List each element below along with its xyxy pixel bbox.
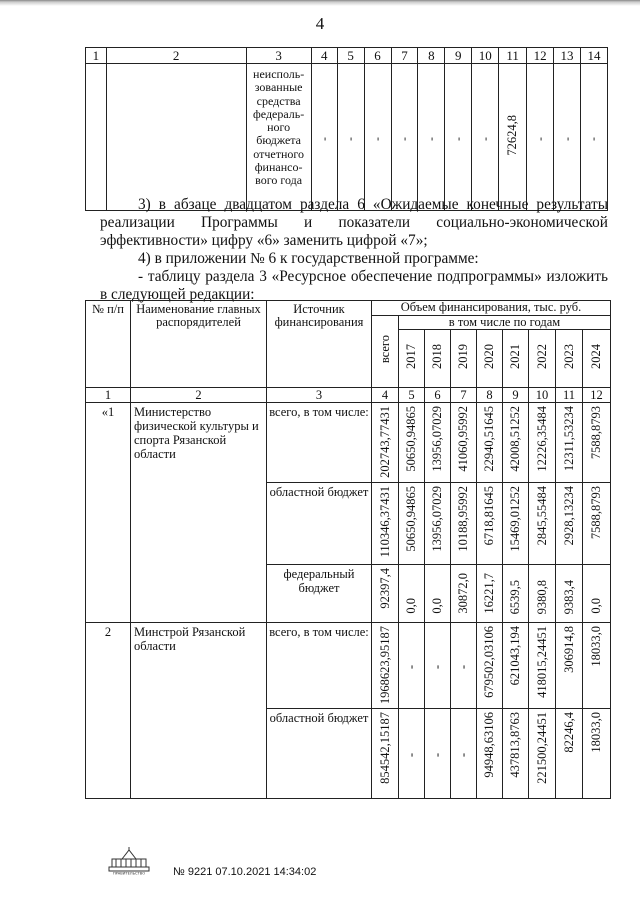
funding-source: федеральный бюджет (267, 564, 372, 622)
value-cell: 110346,37431 (372, 482, 399, 564)
table-header-row (86, 301, 611, 316)
col-num: 14 (580, 48, 607, 64)
header-year: 2017 (399, 330, 425, 388)
col-num: 6 (364, 48, 391, 64)
value-cell: - (445, 64, 472, 211)
value-cell: 12226,35484 (529, 403, 556, 483)
value-cell: 6718,81645 (477, 482, 503, 564)
funding-source: всего, в том числе: (267, 403, 372, 483)
value-cell: 679502,03106 (477, 622, 503, 708)
funding-source-cell: неисполь- зованные средства федераль- ного бюджета отчетного финансо- вого года (246, 64, 311, 211)
value-cell: 16221,7 (477, 564, 503, 622)
value-cell: 1968623,95187 (372, 622, 399, 708)
paragraph-5: - таблицу раздела 3 «Ресурсное обеспечение подпрограммы» изложить в следующей редакции: (100, 268, 608, 303)
continuation-table (85, 47, 608, 211)
value-cell: - (554, 64, 581, 211)
header-year: 2024 (583, 330, 611, 388)
table-row (86, 622, 611, 708)
funding-source: областной бюджет (267, 709, 372, 799)
value-cell: 0,0 (583, 564, 611, 622)
col-num: 9 (445, 48, 472, 64)
header-year: 2018 (425, 330, 451, 388)
distributor-name: Министерство физической культуры и спорта Рязанской области (131, 403, 267, 623)
value-cell: 92397,4 (372, 564, 399, 622)
svg-text:ПРАВИТЕЛЬСТВО: ПРАВИТЕЛЬСТВО (112, 871, 146, 875)
government-building-stamp (104, 845, 154, 875)
value-cell: 82246,4 (556, 709, 583, 799)
funding-source: областной бюджет (267, 482, 372, 564)
value-cell: 13956,07029 (425, 403, 451, 483)
value-cell: 10188,95992 (451, 482, 477, 564)
value-cell: 18033,0 (583, 622, 611, 708)
value-cell: - (337, 64, 364, 211)
col-num: 10 (472, 48, 499, 64)
header-year: 2023 (556, 330, 583, 388)
value-cell: 437813,8763 (503, 709, 529, 799)
value-cell: 9380,8 (529, 564, 556, 622)
value-cell: 72624,8 (499, 64, 527, 211)
value-cell: - (580, 64, 607, 211)
col-num: 8 (418, 48, 445, 64)
value-cell: 306914,8 (556, 622, 583, 708)
value-cell: 12311,53234 (556, 403, 583, 483)
page-number: 4 (315, 14, 325, 33)
value-cell: - (451, 709, 477, 799)
resource-table (85, 300, 611, 799)
col-num: 2 (106, 48, 246, 64)
funding-source: всего, в том числе: (267, 622, 372, 708)
value-cell: - (399, 622, 425, 708)
value-cell: 15469,01252 (503, 482, 529, 564)
value-cell: - (399, 709, 425, 799)
header-source: Источник финансирования (267, 301, 372, 388)
value-cell: 2928,13234 (556, 482, 583, 564)
col-num: 12 (527, 48, 554, 64)
value-cell: 9383,4 (556, 564, 583, 622)
table-row (86, 403, 611, 483)
header-year: 2021 (503, 330, 529, 388)
value-cell: - (425, 622, 451, 708)
header-year: 2020 (477, 330, 503, 388)
value-cell: 0,0 (425, 564, 451, 622)
value-cell: 18033,0 (583, 709, 611, 799)
value-cell: 30872,0 (451, 564, 477, 622)
value-cell: - (391, 64, 418, 211)
header-total: всего (372, 316, 399, 388)
col-num: 7 (391, 48, 418, 64)
table-row (86, 64, 608, 211)
value-cell: - (425, 709, 451, 799)
value-cell: 202743,77431 (372, 403, 399, 483)
value-cell: 621043,194 (503, 622, 529, 708)
document-reference: № 9221 07.10.2021 14:34:02 (173, 866, 317, 878)
header-year: 2022 (529, 330, 556, 388)
value-cell: - (451, 622, 477, 708)
scan-top-edge (0, 0, 640, 6)
value-cell: - (364, 64, 391, 211)
table-header-row (86, 48, 608, 64)
col-num: 5 (337, 48, 364, 64)
col-num: 1 (86, 48, 107, 64)
value-cell: - (472, 64, 499, 211)
paragraph-4: 4) в приложении № 6 к государственной программе: (138, 250, 479, 267)
value-cell: 50650,94865 (399, 482, 425, 564)
value-cell: 42008,51252 (503, 403, 529, 483)
value-cell: 50650,94865 (399, 403, 425, 483)
header-name: Наименование главных распорядителей (131, 301, 267, 388)
value-cell: 22940,51645 (477, 403, 503, 483)
value-cell: 7588,8793 (583, 482, 611, 564)
value-cell: 6539,5 (503, 564, 529, 622)
value-cell: - (311, 64, 337, 211)
value-cell: 13956,07029 (425, 482, 451, 564)
value-cell: 418015,24451 (529, 622, 556, 708)
value-cell: 7588,8793 (583, 403, 611, 483)
value-cell: 0,0 (399, 564, 425, 622)
column-number-row: 1 2 3 4 5 6 7 8 9 10 11 12 (86, 388, 611, 403)
row-no: 2 (86, 622, 131, 798)
value-cell: 94948,63106 (477, 709, 503, 799)
value-cell: 2845,55484 (529, 482, 556, 564)
row-no: «1 (86, 403, 131, 623)
value-cell: 221500,24451 (529, 709, 556, 799)
col-num: 3 (246, 48, 311, 64)
value-cell: 854542,15187 (372, 709, 399, 799)
col-num: 4 (311, 48, 337, 64)
paragraph-3: 3) в абзаце двадцатом раздела 6 «Ожидаемые конечные результаты реализации Программы и показатели социально-экономической эффективности» цифру «6» заменить цифрой «7»; (100, 196, 608, 249)
header-no: № п/п (86, 301, 131, 388)
col-num: 11 (499, 48, 527, 64)
header-by-years: в том числе по годам (399, 316, 611, 330)
header-year: 2019 (451, 330, 477, 388)
col-num: 13 (554, 48, 581, 64)
value-cell: 41060,95992 (451, 403, 477, 483)
distributor-name: Минстрой Рязанской области (131, 622, 267, 798)
value-cell: - (527, 64, 554, 211)
value-cell: - (418, 64, 445, 211)
header-volume: Объем финансирования, тыс. руб. (372, 301, 611, 316)
